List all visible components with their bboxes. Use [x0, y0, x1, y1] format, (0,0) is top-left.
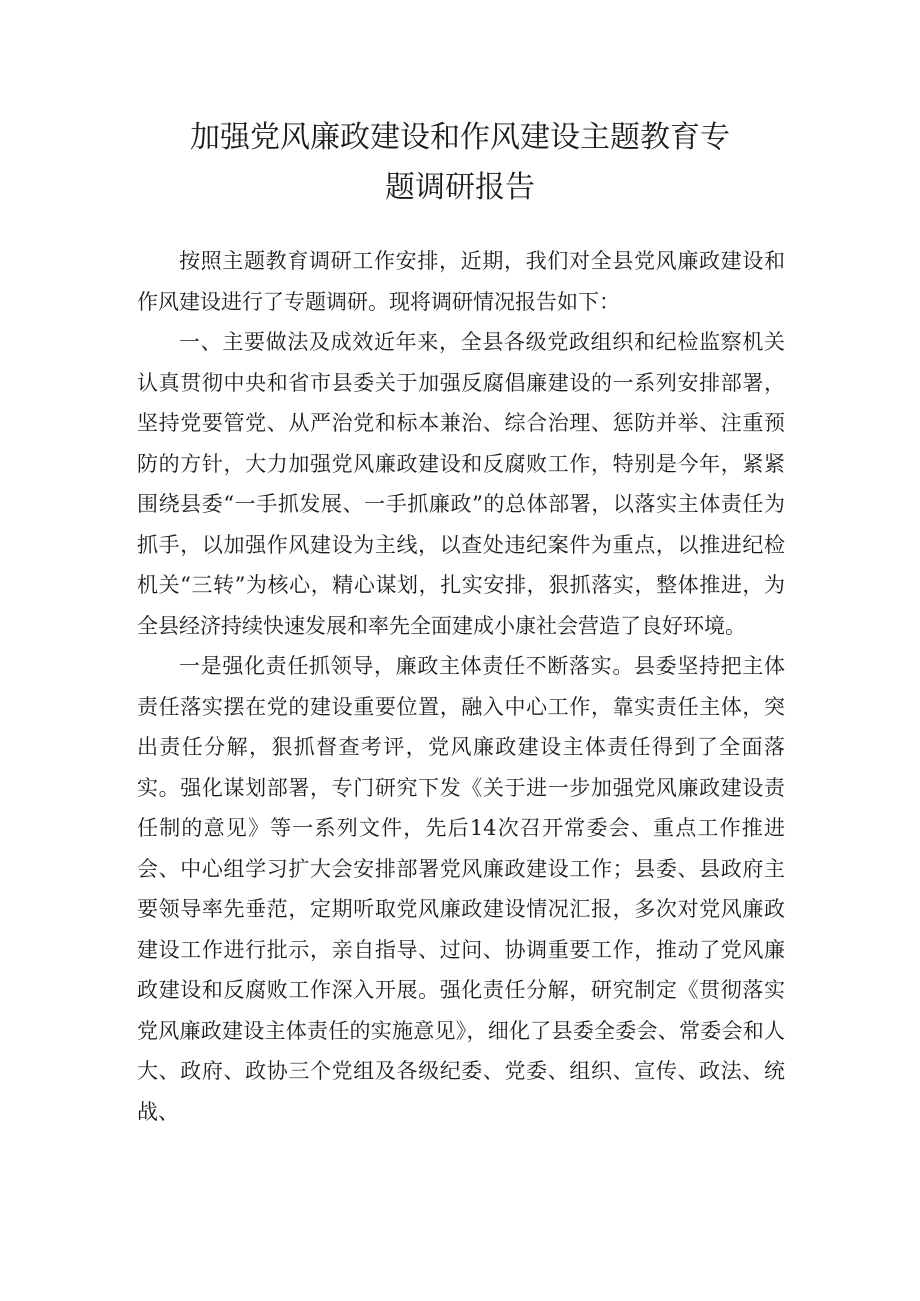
- paragraph-responsibility: 一是强化责任抓领导，廉政主体责任不断落实。县委坚持把主体责任落实摆在党的建设重要位置，融入中心工作，靠实责任主体，突出责任分解，狠抓督查考评，党风廉政建设主体责任得到了全面落实。强化谋划部署，专门研究下发《关于进一步加强党风廉政建设责任制的意见》等一系列文件，先后14次召开常委会、重点工作推进会、中心组学习扩大会安排部署党风廉政建设工作；县委、县政府主要领导率先垂范，定期听取党风廉政建设情况汇报，多次对党风廉政建设工作进行批示，亲自指导、过问、协调重要工作，推动了党风廉政建设和反腐败工作深入开展。强化责任分解，研究制定《贯彻落实党风廉政建设主体责任的实施意见》，细化了县委全委会、常委会和人大、政府、政协三个党组及各级纪委、党委、组织、宣传、政法、统战、: [137, 654, 785, 1124]
- paragraph-section-one: 一、主要做法及成效近年来，全县各级党政组织和纪检监察机关认真贯彻中央和省市县委关于加强反腐倡廉建设的一系列安排部署，坚持党要管党、从严治党和标本兼治、综合治理、惩防并举、注重预防的方针，大力加强党风廉政建设和反腐败工作，特别是今年，紧紧围绕县委“一手抓发展、一手抓廉政”的总体部署，以落实主体责任为抓手，以加强作风建设为主线，以查处违纪案件为重点，以推进纪检机关“三转”为核心，精心谋划，扎实安排，狠抓落实，整体推进，为全县经济持续快速发展和率先全面建成小康社会营造了良好环境。: [137, 330, 785, 638]
- document-body: [137, 241, 785, 1132]
- document-title-line-2: 题调研报告: [385, 170, 535, 205]
- document-title-line-1: 加强党风廉政建设和作风建设主题教育专: [190, 120, 730, 155]
- paragraph-intro: 按照主题教育调研工作安排，近期，我们对全县党风廉政建设和作风建设进行了专题调研。现将调研情况报告如下：: [137, 249, 785, 314]
